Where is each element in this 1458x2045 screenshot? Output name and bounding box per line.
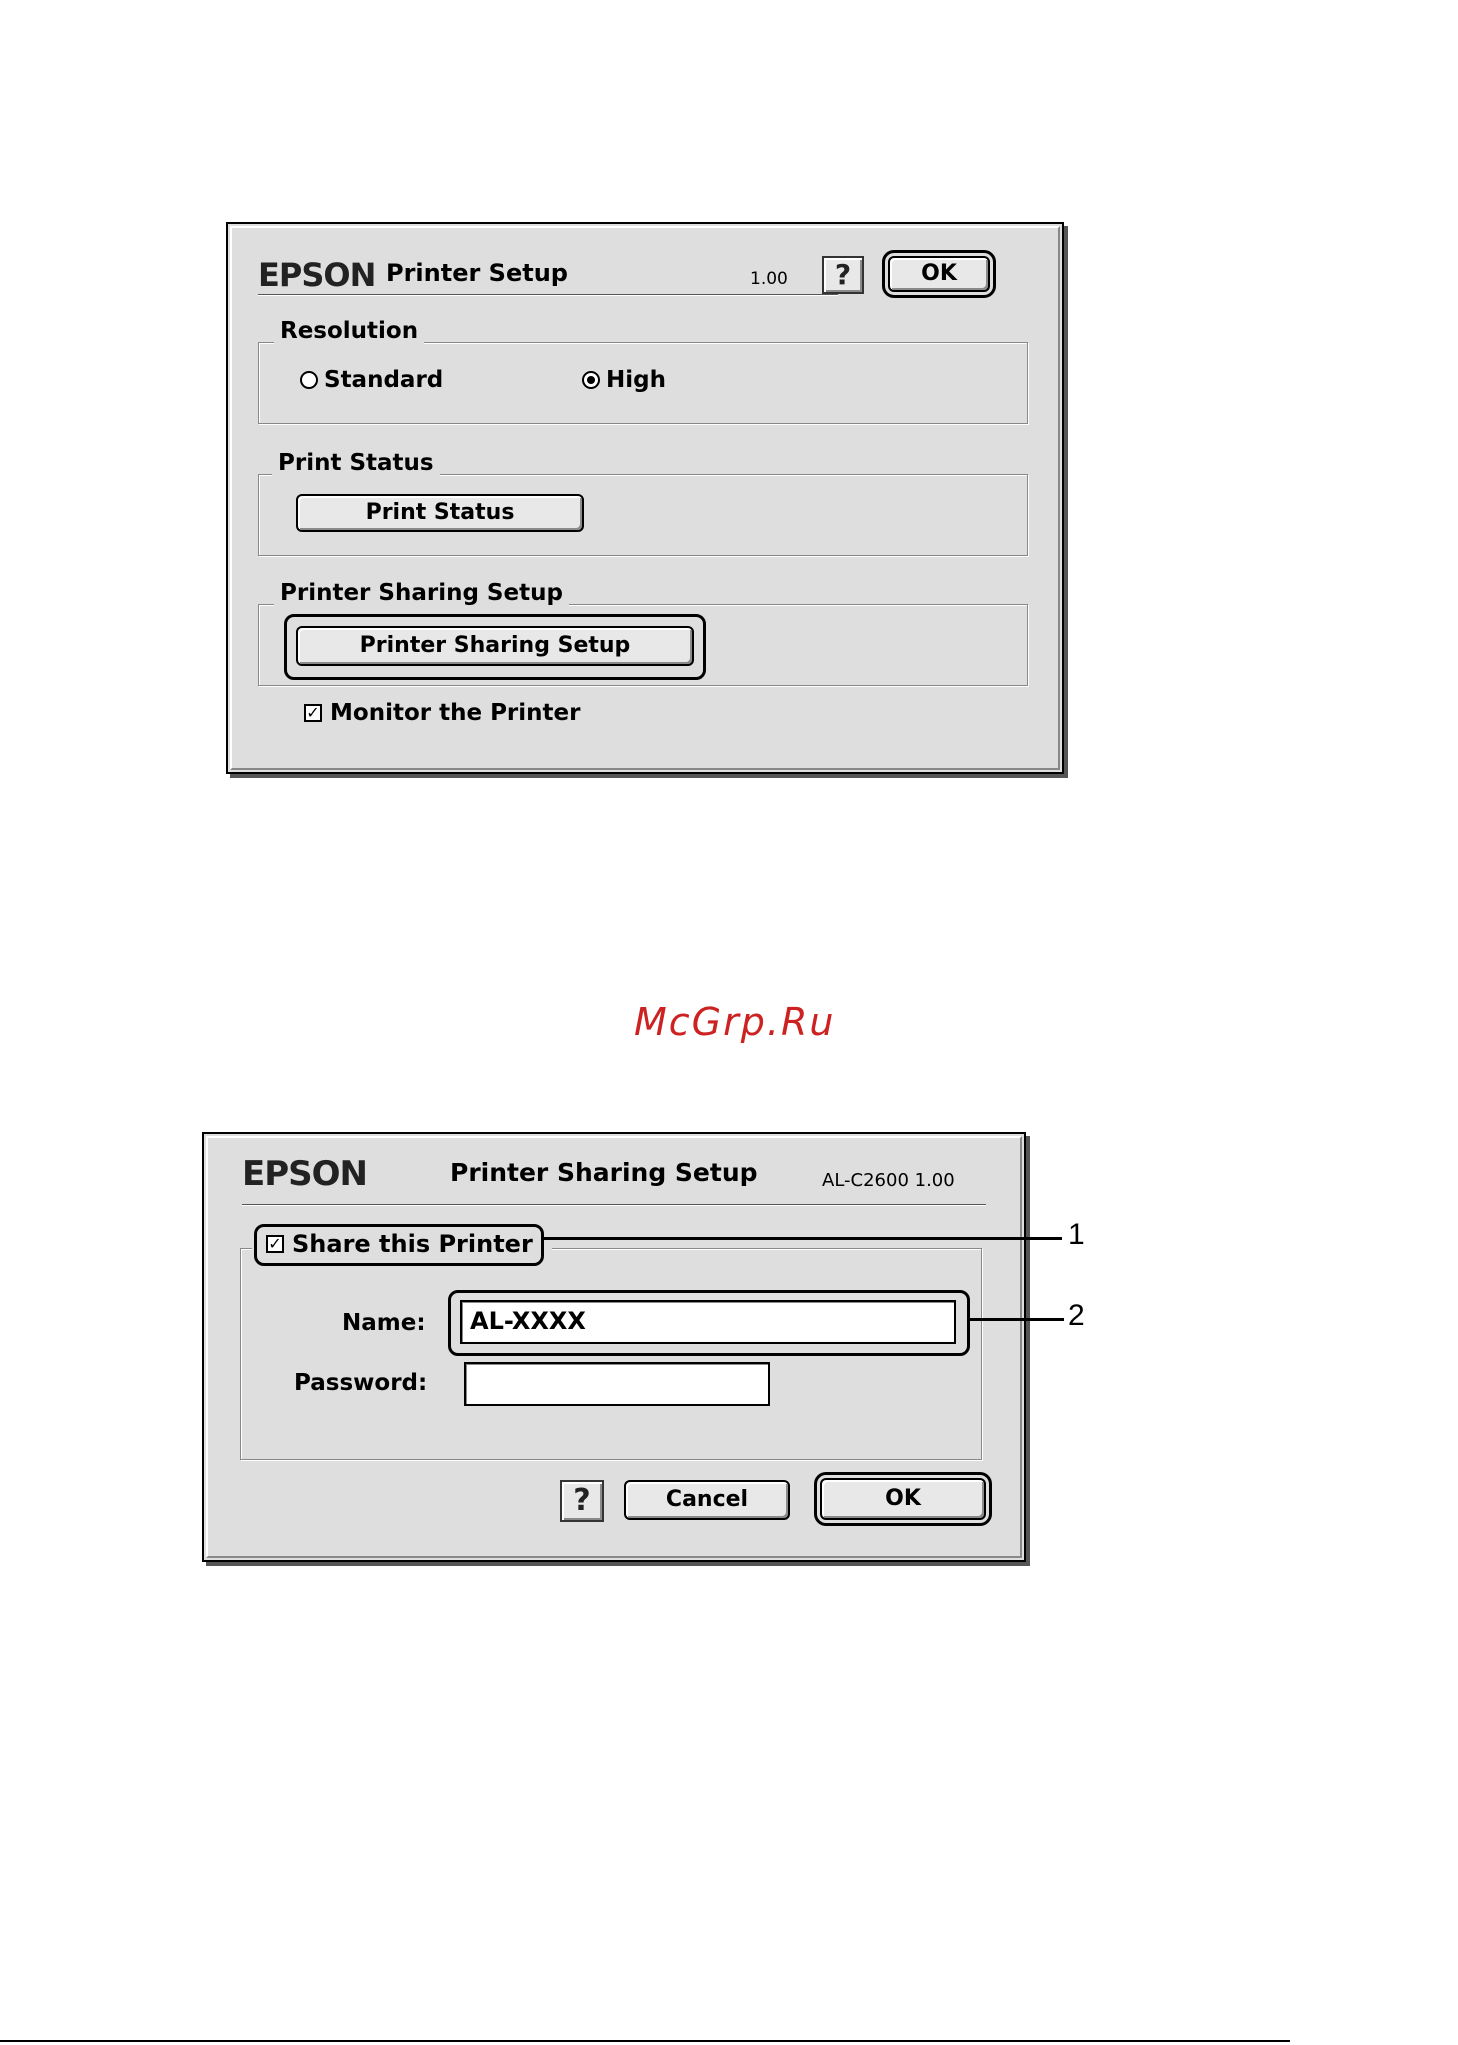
callout-number-1: 1 [1068,1218,1085,1251]
standard-label[interactable]: Standard [324,367,444,393]
callout-number-2: 2 [1068,1299,1085,1332]
password-input[interactable] [464,1362,770,1406]
title-rule [258,294,838,296]
high-radio[interactable] [582,371,600,389]
help-button-2[interactable]: ? [560,1480,604,1522]
ok-button-2[interactable]: OK [820,1478,986,1520]
printer-sharing-setup-button[interactable]: Printer Sharing Setup [296,626,694,666]
page-footer-rule [0,2040,1290,2042]
dialog-title: Printer Setup [386,259,568,287]
password-label: Password: [294,1370,428,1396]
print-status-legend: Print Status [272,450,440,476]
dialog-title-2: Printer Sharing Setup [450,1158,758,1187]
share-label[interactable]: Share this Printer [292,1230,533,1258]
monitor-checkbox[interactable]: ✓ [304,704,322,722]
share-checkbox[interactable]: ✓ [266,1235,284,1253]
name-label: Name: [342,1310,426,1336]
resolution-legend: Resolution [274,318,424,344]
epson-logo-2: EPSON [242,1154,367,1194]
model-version-label: AL-C2600 1.00 [822,1170,955,1191]
version-label: 1.00 [750,269,788,289]
monitor-label[interactable]: Monitor the Printer [330,700,581,726]
high-label[interactable]: High [606,367,666,393]
ok-button[interactable]: OK [888,256,990,292]
cancel-button[interactable]: Cancel [624,1480,790,1520]
standard-radio[interactable] [300,371,318,389]
callout-line-2 [968,1318,1064,1321]
printer-sharing-dialog [202,1132,1026,1562]
title-rule-2 [242,1204,986,1206]
watermark-text: McGrp.Ru [634,1000,836,1044]
epson-logo: EPSON [258,256,376,294]
printer-setup-dialog [226,222,1064,774]
print-status-button[interactable]: Print Status [296,494,584,532]
printer-sharing-legend: Printer Sharing Setup [274,580,569,606]
help-button[interactable]: ? [822,256,864,294]
name-input[interactable]: AL-XXXX [460,1300,956,1344]
callout-line-1 [542,1237,1062,1240]
